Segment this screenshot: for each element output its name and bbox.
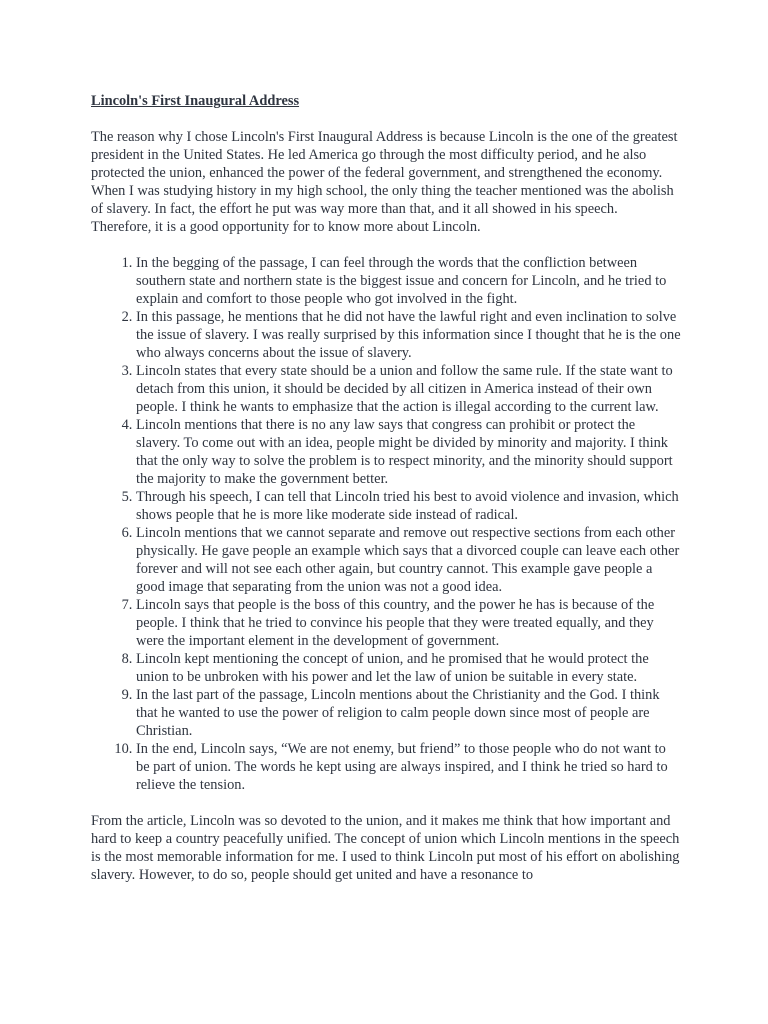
conclusion-paragraph: From the article, Lincoln was so devoted to the union, and it makes me think that how important and hard to keep a country peacefully unified. The concept of union which Lincoln mentions in the speech is the most memorable information for me. I used to think Lincoln put most of his effort on abolishing slavery. However, to do so, people should get united and have a resonance to	[91, 813, 680, 883]
list-item: 9. In the last part of the passage, Lincoln mentions about the Christianity and the God. I think that he wanted to use the power of religion to calm people down since most of people are Christian.	[136, 686, 681, 740]
list-item: 1. In the begging of the passage, I can feel through the words that the confliction between southern state and northern state is the biggest issue and concern for Lincoln, and he tried to explain and comfort to those people who got involved in the fight.	[136, 254, 681, 308]
document-body	[91, 92, 681, 884]
list-item: 2. In this passage, he mentions that he did not have the lawful right and even inclination to solve the issue of slavery. I was really surprised by this information since I thought that he is the one who always concerns about the issue of slavery.	[136, 308, 681, 362]
list-item: 8. Lincoln kept mentioning the concept of union, and he promised that he would protect the union to be unbroken with his power and let the law of union be suitable in every state.	[136, 650, 681, 686]
list-item: 5. Through his speech, I can tell that Lincoln tried his best to avoid violence and invasion, which shows people that he is more like moderate side instead of radical.	[136, 488, 681, 524]
list-item: 6. Lincoln mentions that we cannot separate and remove out respective sections from each other physically. He gave people an example which says that a divorced couple can leave each other forever and will not see each other again, but country cannot. This example gave people a good image that separating from the union was not a good idea.	[136, 524, 681, 596]
list-item: 3. Lincoln states that every state should be a union and follow the same rule. If the state want to detach from this union, it should be decided by all citizen in America instead of their own people. I think he wants to emphasize that the action is illegal according to the current law.	[136, 362, 681, 416]
intro-paragraph: The reason why I chose Lincoln's First Inaugural Address is because Lincoln is the one of the greatest president in the United States. He led America go through the most difficulty period, and he also protected the union, enhanced the power of the federal government, and strengthened the economy. When I was studying history in my high school, the only thing the teacher mentioned was the abolish of slavery. In fact, the effort he put was way more than that, and it all showed in his speech. Therefore, it is a good opportunity for to know more about Lincoln.	[91, 129, 678, 235]
document-title: Lincoln's First Inaugural Address	[91, 93, 300, 109]
list-item: 7. Lincoln says that people is the boss of this country, and the power he has is because of the people. I think that he tried to convince his people that they were treated equally, and they were the important element in the development of government.	[136, 596, 681, 650]
list-item: 4. Lincoln mentions that there is no any law says that congress can prohibit or protect the slavery. To come out with an idea, people might be divided by minority and majority. I think that the only way to solve the problem is to respect minority, and the minority should support the majority to make the government better.	[136, 416, 681, 488]
list-item: 10. In the end, Lincoln says, “We are not enemy, but friend” to those people who do not want to be part of union. The words he kept using are always inspired, and I think he tried so hard to relieve the tension.	[136, 740, 681, 794]
numbered-points-list	[91, 254, 681, 794]
